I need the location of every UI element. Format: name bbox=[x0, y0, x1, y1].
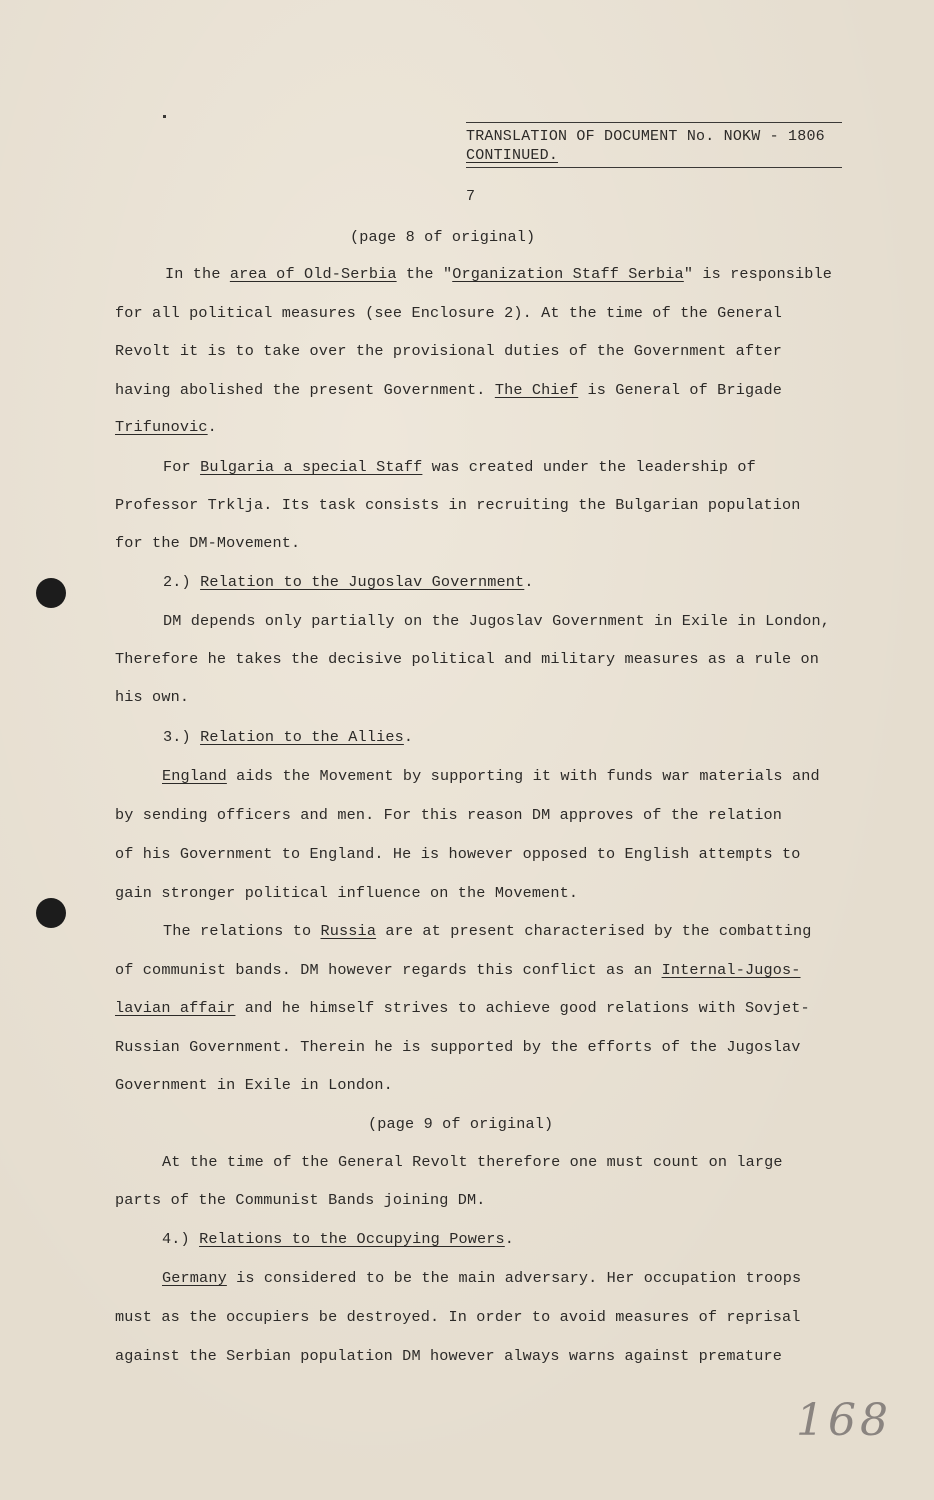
header-title: TRANSLATION OF DOCUMENT No. NOKW - 1806 bbox=[466, 128, 825, 145]
original-page-ref-9: (page 9 of original) bbox=[368, 1115, 554, 1133]
paragraph-line: Germany is considered to be the main adversary. Her occupation troops bbox=[162, 1269, 802, 1287]
paragraph-line: for all political measures (see Enclosure 2). At the time of the General bbox=[115, 304, 783, 322]
punch-hole-upper bbox=[36, 578, 66, 608]
header-bottom-rule bbox=[466, 167, 842, 168]
paragraph-line: Therefore he takes the decisive political and military measures as a rule on bbox=[115, 650, 820, 668]
paragraph-line: At the time of the General Revolt therefore one must count on large bbox=[162, 1153, 783, 1171]
paragraph-line: Government in Exile in London. bbox=[115, 1076, 393, 1094]
paragraph-line: for the DM-Movement. bbox=[115, 534, 301, 552]
paragraph-line: gain stronger political influence on the Movement. bbox=[115, 884, 579, 902]
section-heading-3: 3.) Relation to the Allies. bbox=[163, 728, 414, 746]
paragraph-line: In the area of Old-Serbia the "Organization Staff Serbia" is responsible bbox=[165, 265, 833, 283]
paragraph-line: Revolt it is to take over the provisional duties of the Government after bbox=[115, 342, 783, 360]
paragraph-line: his own. bbox=[115, 688, 190, 706]
punch-hole-lower bbox=[36, 898, 66, 928]
paragraph-line: Trifunovic. bbox=[115, 418, 217, 436]
section-heading-4: 4.) Relations to the Occupying Powers. bbox=[162, 1230, 515, 1248]
paragraph-line: by sending officers and men. For this reason DM approves of the relation bbox=[115, 806, 783, 824]
handwritten-page-number: 168 bbox=[796, 1395, 892, 1446]
section-heading-2: 2.) Relation to the Jugoslav Government. bbox=[163, 573, 534, 591]
paragraph-line: parts of the Communist Bands joining DM. bbox=[115, 1191, 486, 1209]
header-continued: CONTINUED. bbox=[466, 147, 559, 164]
paragraph-line: DM depends only partially on the Jugoslav Government in Exile in London, bbox=[163, 612, 831, 630]
ink-speck bbox=[163, 115, 166, 118]
paragraph-line: of communist bands. DM however regards this conflict as an Internal-Jugos- bbox=[115, 961, 801, 979]
document-header bbox=[466, 122, 842, 168]
paragraph-line: against the Serbian population DM however always warns against premature bbox=[115, 1347, 783, 1365]
page-number: 7 bbox=[466, 188, 476, 205]
paragraph-line: Russian Government. Therein he is supported by the efforts of the Jugoslav bbox=[115, 1038, 801, 1056]
paragraph-line: having abolished the present Government. The Chief is General of Brigade bbox=[115, 381, 783, 399]
header-top-rule bbox=[466, 122, 842, 123]
paragraph-line: lavian affair and he himself strives to achieve good relations with Sovjet- bbox=[115, 999, 810, 1017]
paragraph-line: For Bulgaria a special Staff was created under the leadership of bbox=[163, 458, 756, 476]
paragraph-line: of his Government to England. He is however opposed to English attempts to bbox=[115, 845, 801, 863]
paragraph-line: Professor Trklja. Its task consists in recruiting the Bulgarian population bbox=[115, 496, 801, 514]
paragraph-line: England aids the Movement by supporting it with funds war materials and bbox=[162, 767, 820, 785]
original-page-ref-8: (page 8 of original) bbox=[350, 228, 536, 246]
paragraph-line: must as the occupiers be destroyed. In order to avoid measures of reprisal bbox=[115, 1308, 801, 1326]
paragraph-line: The relations to Russia are at present characterised by the combatting bbox=[163, 922, 812, 940]
